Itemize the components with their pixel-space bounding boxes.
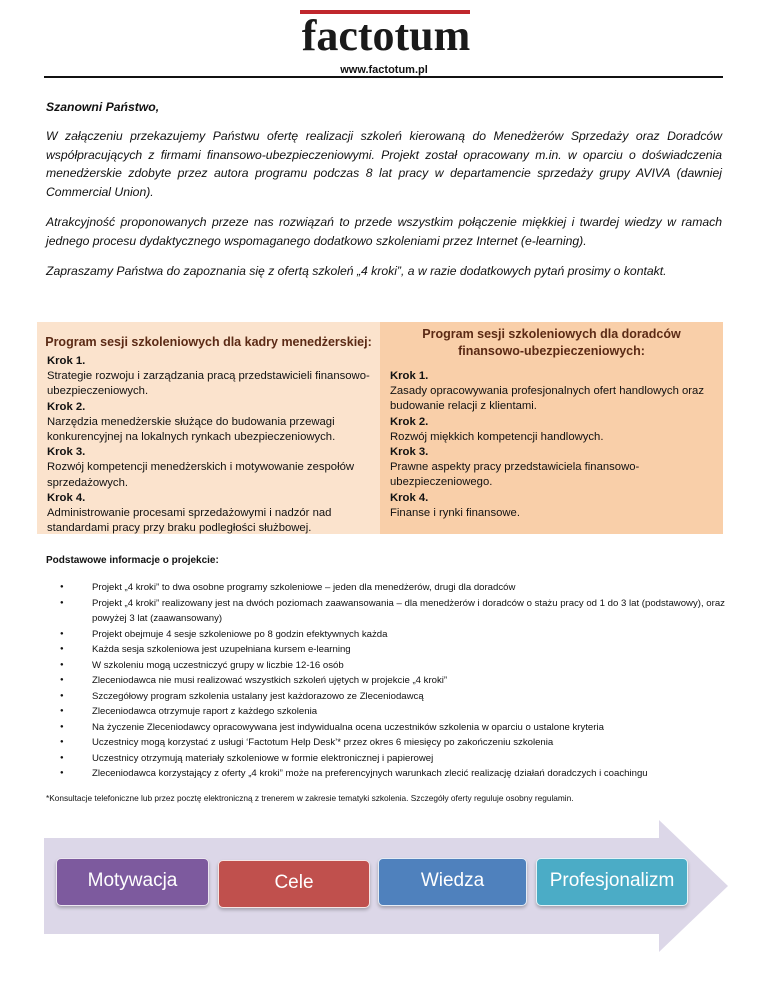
list-item: ● Każda sesja szkoleniowa jest uzupełniana kursem e-learning bbox=[60, 642, 730, 658]
managers-step-3-text: Rozwój kompetencji menedżerskich i motywowanie zespołów sprzedażowych. bbox=[47, 461, 355, 489]
header-divider bbox=[44, 76, 723, 78]
project-info-title: Podstawowe informacje o projekcie: bbox=[46, 555, 219, 566]
managers-step-1-label: Krok 1. bbox=[47, 355, 86, 367]
advisors-program-title: Program sesji szkoleniowych dla doradców finansowo-ubezpieczeniowych: bbox=[422, 327, 681, 358]
intro-paragraph: W załączeniu przekazujemy Państwu ofertę realizacji szkoleń kierowaną do Menedżerów Sprzedaży oraz Doradców współpracujących z firmami finansowo-ubezpieczeniowymi. Projekt został opracowany m.in. w oparciu o doświadczenia menedżerskie zdobyte przez autora programu podczas 8 lat pracy w departamencie sprzedaży grupy AVIVA (dawniej Commercial Union). bbox=[46, 129, 722, 199]
list-item: ● W szkoleniu mogą uczestniczyć grupy w liczbie 12-16 osób bbox=[60, 658, 730, 674]
list-item: ● Zleceniodawca korzystający z oferty „4 kroki” może na preferencyjnych warunkach zlecić realizację działań doradczych i coachingu bbox=[60, 766, 730, 782]
advisors-step-2-text: Rozwój miękkich kompetencji handlowych. bbox=[390, 430, 604, 443]
advisors-step-3-text: Prawne aspekty pracy przedstawiciela finansowo-ubezpieczeniowego. bbox=[390, 461, 640, 489]
list-item: ● Projekt „4 kroki” realizowany jest na dwóch poziomach zaawansowania – dla menedżerów i doradców o stażu pracy od 1 do 3 lat (podstawowy), oraz powyżej 3 lat (zaawansowany) bbox=[60, 596, 730, 627]
process-step-wiedza: Wiedza bbox=[378, 858, 527, 906]
help-desk-footnote: *Konsultacje telefoniczne lub przez pocztę elektroniczną z trenerem w zakresie tematyki szkolenia. Szczegóły oferty reguluje osobny regulamin. bbox=[46, 793, 574, 803]
list-item: ● Uczestnicy otrzymują materiały szkoleniowe w formie elektronicznej i papierowej bbox=[60, 751, 730, 767]
list-item: ● Uczestnicy mogą korzystać z usługi ‘Factotum Help Desk’* przez okres 6 miesięcy po zakończeniu szkolenia bbox=[60, 735, 730, 751]
list-item: ● Zleceniodawca otrzymuje raport z każdego szkolenia bbox=[60, 704, 730, 720]
factotum-logo: factotum bbox=[301, 11, 471, 60]
list-item: ● Zleceniodawca nie musi realizować wszystkich szkoleń ujętych w projekcie „4 kroki” bbox=[60, 673, 730, 689]
advisors-step-4-text: Finanse i rynki finansowe. bbox=[390, 506, 520, 519]
advisors-steps bbox=[390, 369, 715, 521]
project-info-list bbox=[60, 580, 730, 782]
invitation-paragraph: Zapraszamy Państwa do zapoznania się z ofertą szkoleń „4 kroki”, a w razie dodatkowych pytań prosimy o kontakt. bbox=[46, 264, 667, 278]
managers-step-4-text: Administrowanie procesami sprzedażowymi i nadzór nad standardami pracy przy braku podległości służbowej. bbox=[47, 507, 332, 535]
list-item: ● Na życzenie Zleceniodawcy opracowywana jest indywidualna ocena uczestników szkolenia w oparciu o ustalone kryteria bbox=[60, 720, 730, 736]
advisors-step-4-label: Krok 4. bbox=[390, 491, 429, 504]
managers-step-4-label: Krok 4. bbox=[47, 491, 86, 504]
managers-step-1-text: Strategie rozwoju i zarządzania pracą przedstawicieli finansowo-ubezpieczeniowych. bbox=[47, 370, 370, 398]
website-url[interactable]: www.factotum.pl bbox=[340, 64, 428, 76]
list-item: ● Szczegółowy program szkolenia ustalany jest każdorazowo ze Zleceniodawcą bbox=[60, 689, 730, 705]
managers-program-title: Program sesji szkoleniowych dla kadry menedżerskiej: bbox=[45, 335, 372, 349]
managers-program-box bbox=[37, 322, 380, 534]
list-item: ● Projekt obejmuje 4 sesje szkoleniowe po 8 godzin efektywnych każda bbox=[60, 627, 730, 643]
managers-step-2-label: Krok 2. bbox=[47, 400, 86, 413]
process-step-motywacja: Motywacja bbox=[56, 858, 209, 906]
attractiveness-paragraph: Atrakcyjność proponowanych przeze nas rozwiązań to przede wszystkim połączenie miękkiej i twardej wiedzy w ramach jednego procesu dydaktycznego wspomaganego dodatkowo szkoleniami przez Internet (e-learning). bbox=[46, 215, 722, 248]
greeting: Szanowni Państwo, bbox=[46, 100, 160, 114]
managers-step-2-text: Narzędzia menedżerskie służące do budowania przewagi konkurencyjnej na lokalnych rynkach ubezpieczeniowych. bbox=[47, 415, 336, 444]
managers-step-3-label: Krok 3. bbox=[47, 446, 86, 459]
advisors-step-2-label: Krok 2. bbox=[390, 415, 429, 428]
process-step-profesjonalizm: Profesjonalizm bbox=[536, 858, 688, 906]
advisors-step-1-text: Zasady opracowywania profesjonalnych ofert handlowych oraz budowanie relacji z klientami. bbox=[390, 385, 704, 413]
process-step-cele: Cele bbox=[218, 860, 370, 908]
managers-steps bbox=[47, 354, 372, 536]
advisors-step-3-label: Krok 3. bbox=[390, 446, 429, 459]
advisors-program-box bbox=[380, 322, 723, 534]
list-item: ● Projekt „4 kroki” to dwa osobne programy szkoleniowe – jeden dla menedżerów, drugi dla doradców bbox=[60, 580, 730, 596]
advisors-step-1-label: Krok 1. bbox=[390, 370, 429, 382]
